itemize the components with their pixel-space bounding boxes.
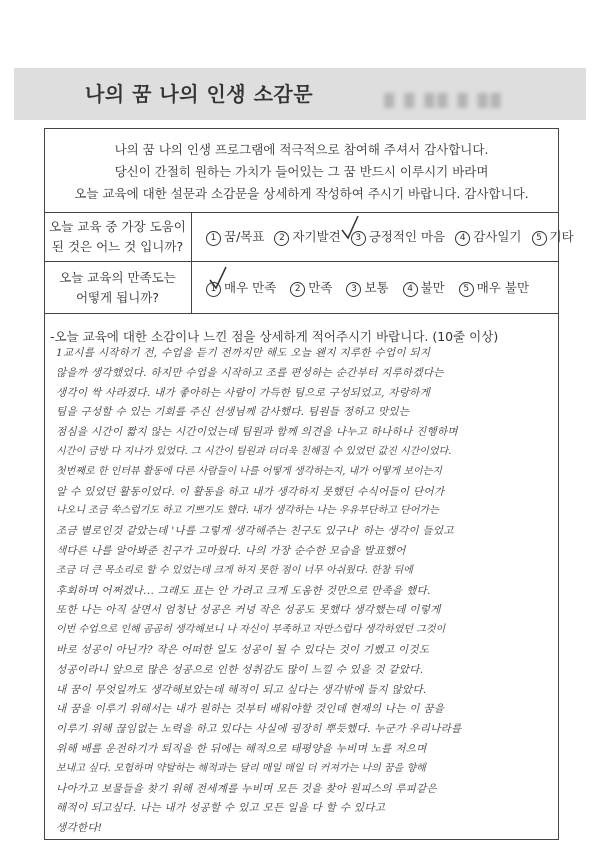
option-neutral[interactable]: 3 보통 <box>346 278 388 297</box>
question-label <box>44 262 192 313</box>
essay-line: 생각한다! <box>56 822 103 835</box>
essay-line: 색다른 나를 알아봐준 친구가 고마웠다. 나의 가장 순수한 모습을 발표했어 <box>56 545 406 557</box>
option-self-discovery[interactable]: 2 자기발견 <box>274 227 340 246</box>
essay-line: 생각이 싹 사라졌다. 내가 좋아하는 사람이 가득한 팀으로 구성되었고, 자랑하게 <box>56 386 431 399</box>
essay-instruction: -오늘 교육에 대한 소감이나 느낀 점을 상세하게 적어주시기 바랍니다. (10줄 이상) <box>50 329 499 344</box>
essay-line: 첫번째로 한 인터뷰 활동에 다른 사람들이 나를 어떻게 생각하는지, 내가 어떻게 보이는지 <box>56 465 442 477</box>
option-satisfied[interactable]: 2 만족 <box>290 278 332 297</box>
essay-line: 조금 더 큰 목소리로 할 수 있었는데 크게 하지 못한 점이 너무 아쉬웠다. 한참 뒤에 <box>56 564 413 576</box>
essay-line: 또한 나는 아직 살면서 엄청난 성공은 커녕 작은 성공도 못했다 생각했는데 이렇게 <box>56 604 441 617</box>
essay-line: 해적이 되고싶다. 나는 내가 성공할 수 있고 모든 일을 다 할 수 있다고 <box>56 802 386 815</box>
checkmark-icon <box>208 266 228 294</box>
intro-line-3: 오늘 교육에 대한 설문과 소감문을 상세하게 작성하여 주시기 바랍니다. 감사합니다. <box>74 186 529 201</box>
essay-line: 이번 수업으로 인해 곰곰히 생각해보니 나 자신이 부족하고 자만스럽다 생각하였던 그것이 <box>56 624 446 636</box>
essay-line: 조금 별로인것 같았는데 '나를 그렇게 생각해주는 친구도 있구나' 하는 생각이 들었고 <box>56 525 454 538</box>
question-label <box>44 212 192 261</box>
essay-line: 바로 성공이 아닌가? 작은 어떠한 일도 성공이 될 수 있다는 것이 기뻤고 이것도 <box>56 644 430 656</box>
essay-line: 이루기 위해 끊임없는 노력을 하고 있다는 사실에 굉장히 뿌듯했다. 누군가 우리나라를 <box>56 723 462 736</box>
option-dissatisfied[interactable]: 4 불만 <box>403 278 445 297</box>
intro-line-1: 나의 꿈 나의 인생 프로그램에 적극적으로 참여해 주셔서 감사합니다. <box>114 142 489 157</box>
essay-line: 후회하며 어쩌겠나... 그래도 표는 안 가려고 크게 도움한 것만으로 만족을 했다. <box>56 584 431 597</box>
question-label-line: 된 것은 어느 것 입니까? <box>51 238 184 254</box>
question-label-line: 어떻게 됩니까? <box>75 289 160 305</box>
question-satisfaction <box>44 262 559 314</box>
option-gratitude-diary[interactable]: 4 감사일기 <box>455 227 521 246</box>
essay-line: 내 꿈을 이루기 위해서는 내가 원하는 것부터 배워야할 것인데 현재의 나는 이 꿈을 <box>56 703 445 716</box>
intro-line-2: 당신이 간절히 원하는 가치가 들어있는 그 꿈 반드시 이루시기 바라며 <box>114 164 489 179</box>
essay-line: 나아가고 보물들을 찾기 위해 전세계를 누비며 모든 것을 찾아 원피스의 루피같은 <box>56 782 437 795</box>
intro-message <box>44 128 559 213</box>
essay-line: 점심을 시간이 짧지 않는 시간이었는데 팀원과 함께 의견을 나누고 하나하나 진행하며 <box>56 426 458 439</box>
essay-line: 팀을 구성할 수 있는 기회를 주신 선생님께 감사했다. 팀원들 정하고 맛있는 <box>56 406 410 419</box>
options-group <box>206 262 539 313</box>
essay-line: 1교시를 시작하기 전, 수업을 듣기 전까지만 해도 오늘 왠지 지루한 수업이 되지 <box>56 347 431 359</box>
question-label-line: 오늘 교육의 만족도는 <box>59 269 176 285</box>
checkmark-icon <box>340 214 360 242</box>
essay-line: 알 수 있었던 활동이었다. 이 활동을 하고 내가 생각하지 못했던 수식어들이 단어가 <box>56 485 445 498</box>
essay-line: 않을까 생각했었다. 하지만 수업을 시작하고 조를 편성하는 순간부터 지루하겠다는 <box>56 366 444 379</box>
option-dream-goal[interactable]: 1 꿈/목표 <box>206 227 264 246</box>
essay-line: 위해 배를 운전하기가 퇴직을 한 뒤에는 해적으로 태평양을 누비며 노를 저으며 <box>56 743 427 755</box>
option-very-dissatisfied[interactable]: 5 매우 불만 <box>459 278 529 297</box>
essay-line: 보내고 싶다. 모험하며 약탈하는 해적과는 달리 매일 매일 더 커져가는 나의 꿈을 향해 <box>56 762 426 774</box>
essay-line: 나오니 조금 쑥스럽기도 하고 기쁘기도 했다. 내가 생각하는 나는 우유부단하고 단어가는 <box>56 505 439 517</box>
page-title: 나의 꿈 나의 인생 소감문 <box>85 82 314 106</box>
options-group <box>206 212 584 261</box>
option-very-satisfied[interactable]: 1 매우 만족 <box>206 278 276 297</box>
option-positive-mind[interactable]: 3 긍정적인 마음 <box>351 227 445 246</box>
option-other[interactable]: 5 기타 <box>532 227 574 246</box>
essay-line: 시간이 금방 다 지나가 있었다. 그 시간이 팀원과 더더욱 친해질 수 있었던 값진 시간이었다. <box>56 446 452 457</box>
question-most-helpful <box>44 212 574 262</box>
redacted-name: ▓ ▓ ▓▓ ▓ ▓▓ <box>384 94 504 109</box>
question-label-line: 오늘 교육 중 가장 도움이 <box>49 218 186 234</box>
essay-line: 성공이라니 앞으로 많은 성공으로 인한 성취감도 많이 느낄 수 있을 것 같았다. <box>56 663 424 676</box>
essay-line: 내 꿈이 무엇일까도 생각해보았는데 해적이 되고 싶다는 생각밖에 들지 않았다. <box>56 683 427 696</box>
